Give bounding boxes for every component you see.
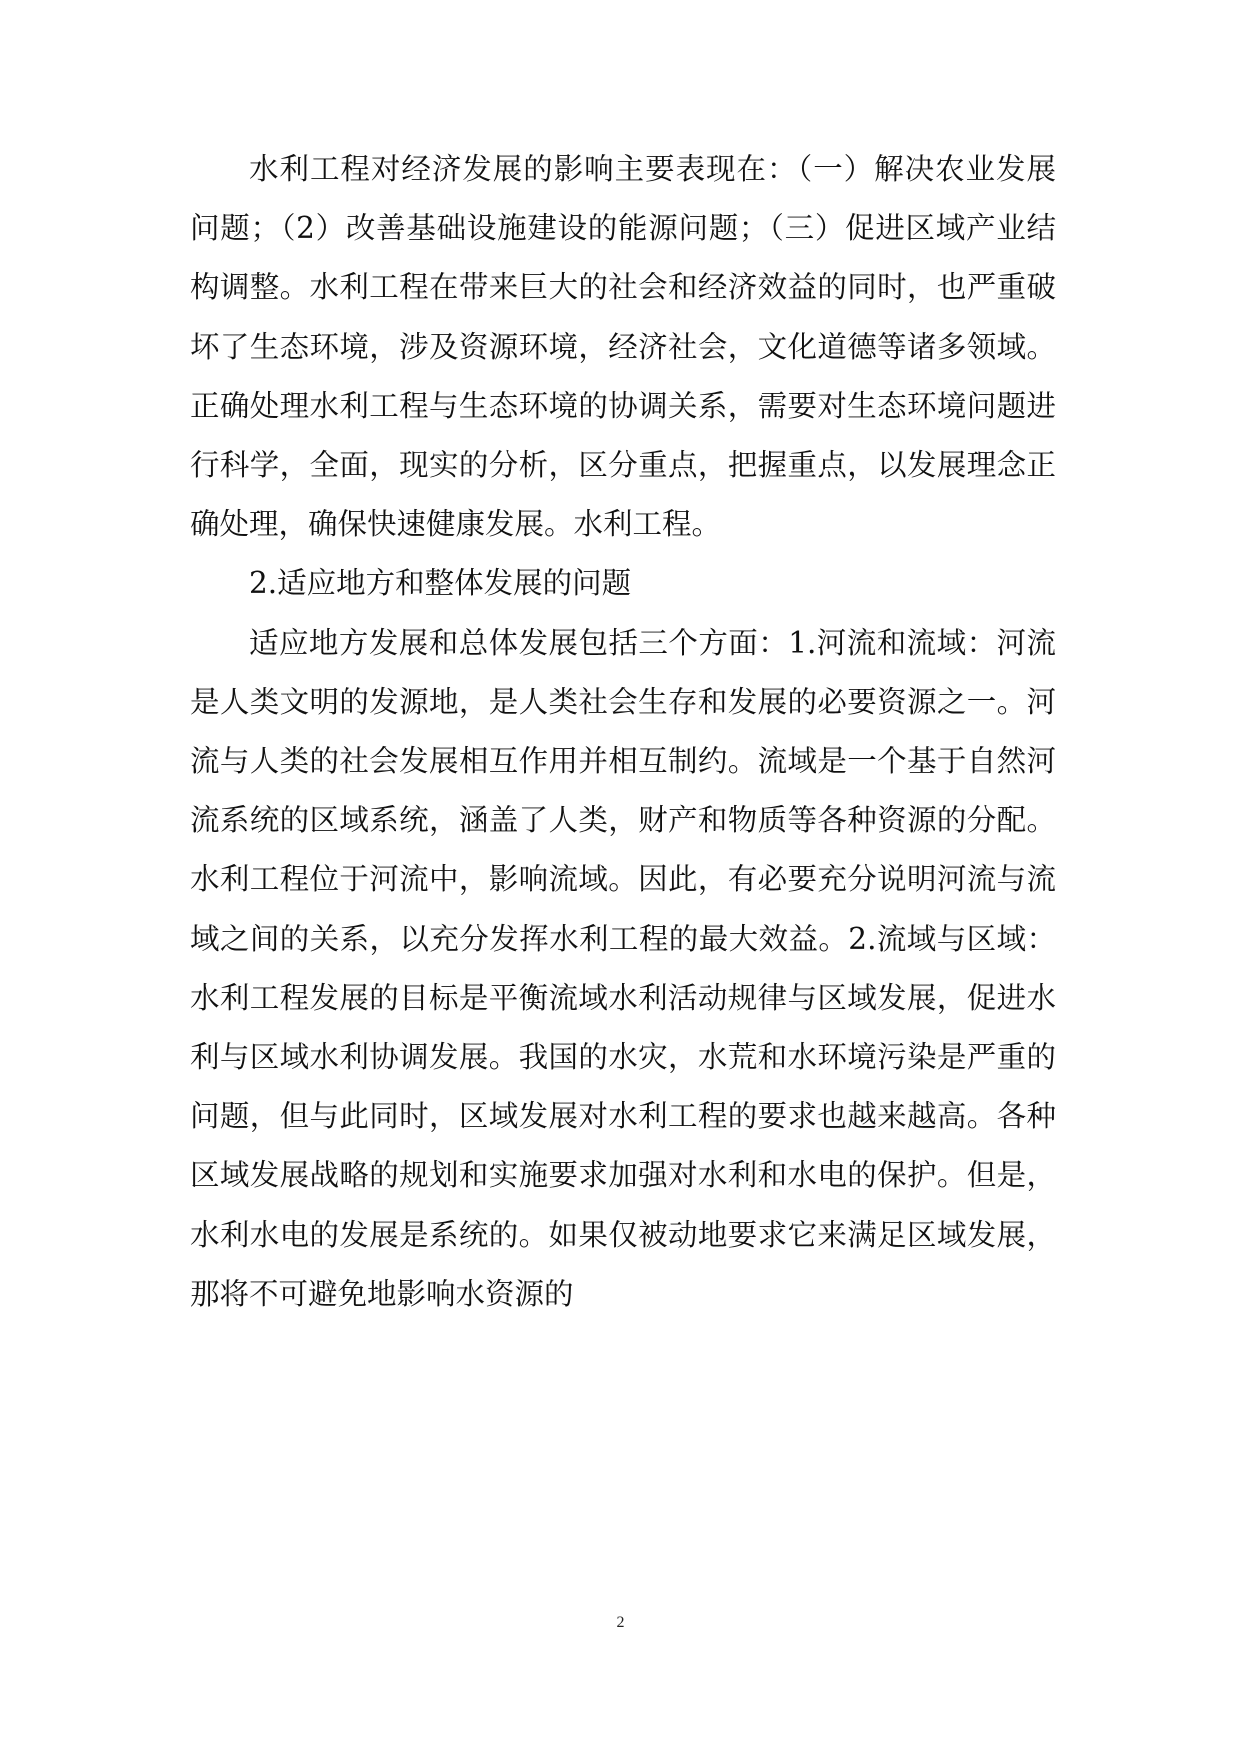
document-body — [190, 140, 1056, 1324]
paragraph-economic-impact: 水利工程对经济发展的影响主要表现在：（一）解决农业发展问题；（2）改善基础设施建设的能源问题；（三）促进区域产业结构调整。水利工程在带来巨大的社会和经济效益的同时，也严重破坏了生态环境，涉及资源环境，经济社会，文化道德等诸多领域。正确处理水利工程与生态环境的协调关系，需要对生态环境问题进行科学，全面，现实的分析，区分重点，把握重点，以发展理念正确处理，确保快速健康发展。水利工程。 — [190, 152, 1056, 542]
paragraph-local-overall-development: 适应地方发展和总体发展包括三个方面：1.河流和流域：河流是人类文明的发源地，是人类社会生存和发展的必要资源之一。河流与人类的社会发展相互作用并相互制约。流域是一个基于自然河流系统的区域系统，涵盖了人类，财产和物质等各种资源的分配。水利工程位于河流中，影响流域。因此，有必要充分说明河流与流域之间的关系，以充分发挥水利工程的最大效益。2.流域与区域：水利工程发展的目标是平衡流域水利活动规律与区域发展，促进水利与区域水利协调发展。我国的水灾，水荒和水环境污染是严重的问题，但与此同时，区域发展对水利工程的要求也越来越高。各种区域发展战略的规划和实施要求加强对水利和水电的保护。但是，水利水电的发展是系统的。如果仅被动地要求它来满足区域发展，那将不可避免地影响水资源的 — [190, 625, 1056, 1311]
page-number: 2 — [616, 1614, 625, 1631]
section-heading: 2.适应地方和整体发展的问题 — [249, 566, 632, 601]
